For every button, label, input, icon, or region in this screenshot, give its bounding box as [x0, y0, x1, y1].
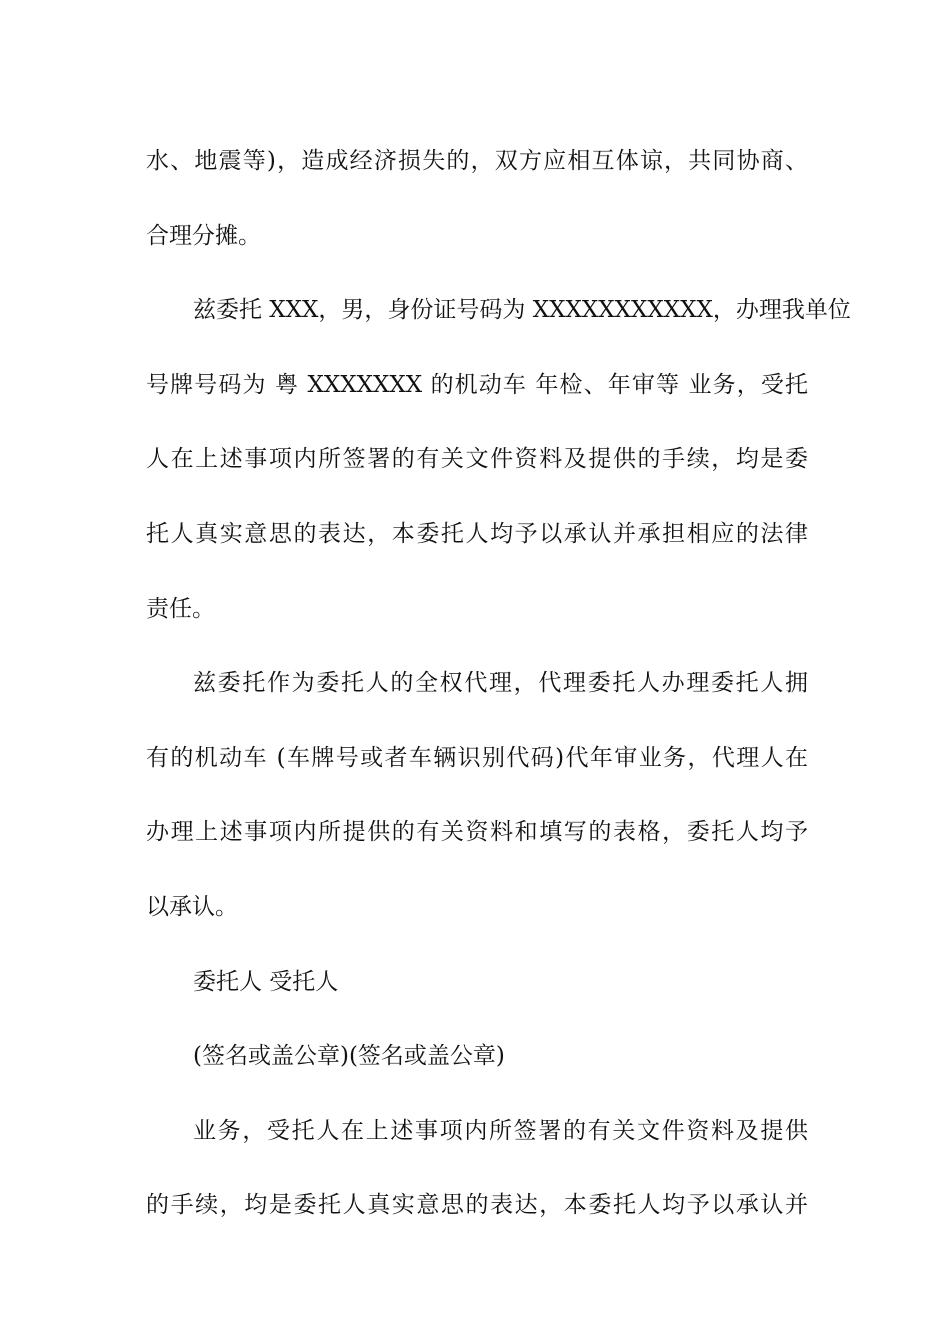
text-line: 合理分摊。 — [146, 222, 261, 249]
text-line: 兹委托作为委托人的全权代理，代理委托人办理委托人拥 — [193, 670, 808, 697]
text-line: 责任。 — [146, 595, 215, 622]
text-line: 兹委托 XXX，男，身份证号码为 XXXXXXXXXXX，办理我单位 — [193, 297, 851, 324]
text-line: 人在上述事项内所签署的有关文件资料及提供的手续，均是委 — [146, 446, 808, 473]
signature-instructions: (签名或盖公章)(签名或盖公章) — [193, 1043, 505, 1070]
text-line: 托人真实意思的表达，本委托人均予以承认并承担相应的法律 — [146, 520, 808, 547]
text-line: 号牌号码为 粤 XXXXXXX 的机动车 年检、年审等 业务，受托 — [146, 371, 808, 398]
text-line: 以承认。 — [146, 893, 238, 920]
text-line: 的手续，均是委托人真实意思的表达，本委托人均予以承认并 — [146, 1192, 808, 1219]
text-line: 水、地震等)，造成经济损失的，双方应相互体谅，共同协商、 — [146, 148, 808, 174]
text-line: 有的机动车 (车牌号或者车辆识别代码)代年审业务，代理人在 — [146, 744, 808, 771]
text-line: 业务，受托人在上述事项内所签署的有关文件资料及提供 — [193, 1117, 808, 1144]
document-body — [146, 146, 851, 1265]
signature-labels: 委托人 受托人 — [193, 968, 339, 995]
text-line: 办理上述事项内所提供的有关资料和填写的表格，委托人均予 — [146, 819, 808, 846]
